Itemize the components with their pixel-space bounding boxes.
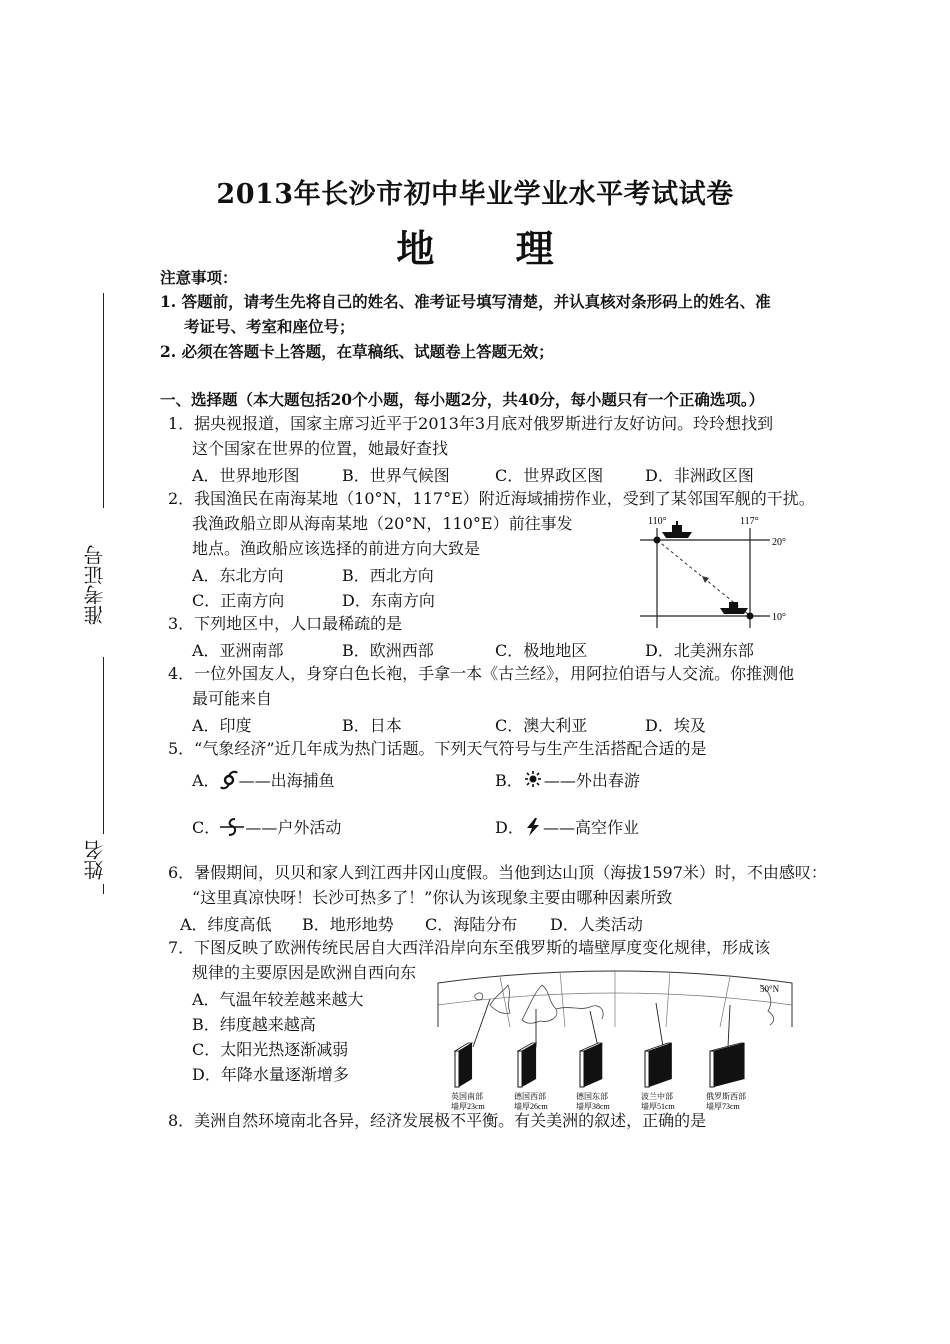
question-6-cont: “这里真凉快呀！长沙可热多了！”你认为该现象主要由哪种因素所致 [192,888,673,907]
wall-front-face [710,1051,714,1087]
q5-option-a [192,768,335,791]
exam-id-label: 准考证号 [83,545,107,625]
lat-bottom-label: 10° [772,612,786,623]
wall-group [451,999,746,1111]
wall-pointer-line [728,1005,730,1047]
lat-top-label: 20° [772,537,786,548]
end-point [747,613,754,620]
question-7-cont: 规律的主要原因是欧洲自西向东 [192,963,417,982]
q5-option-a-text: ——出海捕鱼 [238,771,335,790]
question-4-cont: 最可能来自 [192,689,273,708]
question-3: 3．下列地区中，人口最稀疏的是 [168,614,403,633]
binding-line-bottom [103,884,104,894]
q7-option-c: C．太阳光热逐渐减弱 [192,1040,349,1059]
wall-region-label: 德国东部 [576,1092,608,1101]
wall-thickness-label: 墙厚23cm [451,1102,485,1111]
q6-option-a: A．纬度高低 [180,915,272,934]
question-4: 4．一位外国友人，身穿白色长袍，手拿一本《古兰经》，用阿拉伯语与人交流。你推测他 [168,664,795,683]
exam-title: 2013年长沙市初中毕业学业水平考试试卷 [216,179,734,210]
binding-line-top [103,293,104,508]
wall-thickness-label: 墙厚26cm [514,1102,548,1111]
lon-left-label: 110° [648,516,667,527]
wall-front-face [455,1051,459,1087]
q3-option-d: D．北美洲东部 [645,641,754,660]
q5-option-c [192,815,341,838]
coastline [475,985,774,1025]
binding-line-middle [103,657,104,834]
wall-front-face [518,1051,522,1087]
q2-option-a: A．东北方向 [192,566,284,585]
wall-pointer-line [473,999,490,1047]
q5-option-d-text: ——高空作业 [542,818,639,837]
question-7: 7．下图反映了欧洲传统民居自大西洋沿岸向东至俄罗斯的墙壁厚度变化规律，形成该 [168,938,771,957]
wall-thickness-label: 墙厚73cm [706,1102,740,1111]
q3-option-b: B．欧洲西部 [342,641,434,660]
notes-item-2: 2. 必须在答题卡上答题，在草稿纸、试题卷上答题无效； [160,342,554,361]
question-1: 1．据央视报道，国家主席习近平于2013年3月底对俄罗斯进行友好访问。玲玲想找到 [168,414,774,433]
route-arrow-icon [702,576,709,583]
start-point [654,537,661,544]
wall-region-label: 英国南部 [451,1092,483,1101]
wall-thickness-label: 墙厚51cm [641,1102,675,1111]
question-2-cont-2: 地点。渔政船应该选择的前进方向大致是 [192,539,481,558]
wall-front-face [645,1051,649,1087]
q7-wall-thickness-map [430,965,800,1115]
notes-item-1: 1. 答题前，请考生先将自己的姓名、准考证号填写清楚，并认真核对条形码上的姓名、准 [160,292,771,311]
section-heading: 一、选择题（本大题包括20个小题，每小题2分，共40分，每小题只有一个正确选项。） [160,390,765,409]
q7-option-b: B．纬度越来越高 [192,1015,316,1034]
q4-option-d: D．埃及 [645,716,706,735]
q5-option-d [495,815,639,838]
q6-option-d: D．人类活动 [550,915,643,934]
q7-option-a: A．气温年较差越来越大 [192,990,364,1009]
q3-option-a: A．亚洲南部 [192,641,284,660]
typhoon-icon [219,770,239,790]
q6-option-b: B．地形地势 [302,915,394,934]
question-1-cont: 这个国家在世界的位置，她最好查找 [192,439,449,458]
question-8: 8．美洲自然环境南北各异，经济发展极不平衡。有关美洲的叙述，正确的是 [168,1111,707,1130]
q5-option-a-letter: A． [192,771,220,790]
q4-option-b: B．日本 [342,716,402,735]
sandstorm-icon [522,770,544,790]
wall-thickness-label: 墙厚38cm [576,1102,610,1111]
q4-option-a: A．印度 [192,716,252,735]
q1-option-a: A．世界地形图 [192,466,300,485]
notes-item-1-cont: 考证号、考室和座位号； [184,317,355,336]
q1-option-d: D．非洲政区图 [645,466,754,485]
question-6: 6．暑假期间，贝贝和家人到江西井冈山度假。当他到达山顶（海拔1597米）时，不由感叹： [168,863,827,882]
wall-pointer-line [590,1011,598,1047]
question-2-cont: 我渔政船立即从海南某地（20°N，110°E）前往事发 [192,514,573,533]
lightning-icon [523,817,543,837]
wall-pointer-line [656,1003,663,1047]
lon-right-label: 117° [740,516,759,527]
question-2: 2．我国渔民在南海某地（10°N，117°E）附近海域捕捞作业，受到了某邻国军舰的干扰。 [168,489,815,508]
map-lat-label: 50°N [760,984,780,994]
notes-heading: 注意事项： [160,268,238,287]
q5-option-d-letter: D． [495,818,524,837]
wall-region-label: 波兰中部 [641,1092,673,1101]
q5-option-b [495,768,640,791]
q5-option-b-text: ——外出春游 [543,771,640,790]
name-label: 姓名 [83,840,107,880]
q3-option-c: C．极地地区 [495,641,588,660]
warship-icon [720,602,748,614]
q5-option-c-letter: C． [192,818,221,837]
q6-option-c: C．海陆分布 [425,915,518,934]
q1-option-c: C．世界政区图 [495,466,604,485]
q5-option-b-letter: B． [495,771,523,790]
q2-route-diagram [630,510,800,630]
subject-title: 地 理 [396,226,588,271]
wall-region-label: 俄罗斯西部 [706,1092,746,1101]
question-5: 5．“气象经济”近几年成为热门话题。下列天气符号与生产生活搭配合适的是 [168,739,707,758]
q2-option-d: D．东南方向 [342,591,435,610]
q2-option-b: B．西北方向 [342,566,434,585]
wall-region-label: 德国西部 [514,1092,546,1101]
strong-wind-icon [219,817,245,837]
wall-front-face [580,1051,584,1087]
graticule [438,970,792,1027]
q7-option-d: D．年降水量逐渐增多 [192,1065,349,1084]
q4-option-c: C．澳大利亚 [495,716,588,735]
q2-option-c: C．正南方向 [192,591,285,610]
q5-option-c-text: ——户外活动 [245,818,342,837]
q1-option-b: B．世界气候图 [342,466,450,485]
